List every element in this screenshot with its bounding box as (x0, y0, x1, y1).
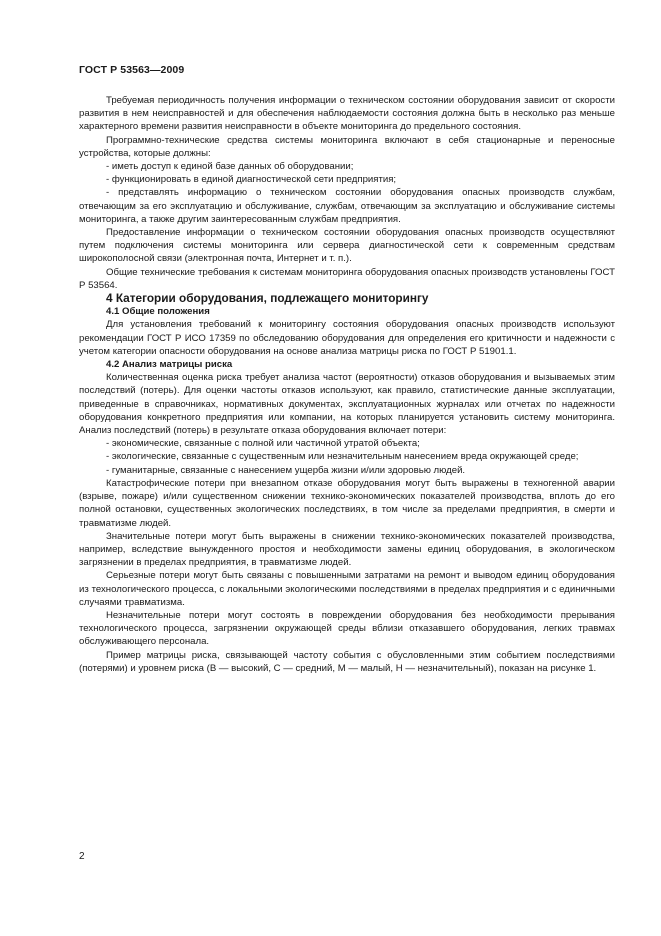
list-item: - экологические, связанные с существенным или незначительным нанесением вреда окружающей среде; (106, 451, 579, 463)
paragraph: Требуемая периодичность получения информации о техническом состоянии оборудования зависит от скорости развития в нем неисправностей и для обеспечения наблюдаемости состояния должна быть в несколько раз меньше характерного времени развития неисправности в объекте мониторинга до предельного состояния. (79, 95, 615, 133)
page-number: 2 (79, 851, 85, 862)
document-header: ГОСТ Р 53563—2009 (79, 64, 185, 76)
list-item: - представлять информацию о техническом состоянии оборудования опасных производств службам, отвечающим за его эксплуатацию и обслуживание, службам, отвечающим за эксплуатацию и обслуживание системы мониторинга, а также другим заинтересованным службам предприятия. (79, 187, 615, 225)
paragraph: Для установления требований к мониторингу состояния оборудования опасных производств используют рекомендации ГОСТ Р ИСО 17359 по обследованию оборудования для определения его критичности и надежности с учетом категории опасности оборудования на основе анализа матрицы риска по ГОСТ Р 51901.1. (79, 319, 615, 357)
paragraph: Катастрофические потери при внезапном отказе оборудования могут быть выражены в техногенной аварии (взрыве, пожаре) и/или существенном снижении технико-экономических показателей производства, вплоть до его полной остановки, существенных экологических последствиях, в том числе за пределами предприятия, в смерти и травматизме людей. (79, 477, 615, 529)
paragraph: Серьезные потери могут быть связаны с повышенными затратами на ремонт и выводом единиц оборудования из технологического процесса, с локальными экологическими последствиями в пределах предприятия и с единичными случаями травматизма. (79, 570, 615, 608)
section-title: 4 Категории оборудования, подлежащего мониторингу (106, 291, 429, 306)
paragraph: Предоставление информации о техническом состоянии оборудования опасных производств осуществляют путем подключения системы мониторинга или сервера диагностической сети к современным средствам широкополосной связи (электронная почта, Интернет и т. п.). (79, 227, 615, 265)
subsection-title: 4.2 Анализ матрицы риска (106, 359, 233, 371)
subsection-title: 4.1 Общие положения (106, 306, 210, 318)
paragraph: Общие технические требования к системам мониторинга оборудования опасных производств установлены ГОСТ Р 53564. (79, 266, 615, 291)
document-body (79, 94, 615, 675)
list-item: - гуманитарные, связанные с нанесением ущерба жизни и/или здоровью людей. (106, 464, 466, 476)
paragraph: Количественная оценка риска требует анализа частот (вероятности) отказов оборудования и вызываемых этим последствий (потерь). Для оценки частоты отказов используют, как правило, статистические данные эксплуатации, приведенные в справочниках, нормативных документах, эксплуатационных журналах или отчетах по надежности оборудования конкретного предприятия или компании, на которых планируется установить систему мониторинга. Анализ последствий (потерь) в результате отказа оборудования включает потери: (79, 372, 615, 437)
list-item: - функционировать в единой диагностической сети предприятия; (106, 174, 397, 186)
paragraph: Пример матрицы риска, связывающей частоту события с обусловленными этим событием последствиями (потерями) и уровнем риска (В — высокий, С — средний, М — малый, Н — незначительный), показан на рисунке 1. (79, 649, 615, 674)
list-item: - иметь доступ к единой базе данных об оборудовании; (106, 161, 354, 173)
paragraph: Программно-технические средства системы мониторинга включают в себя стационарные и переносные устройства, которые должны: (79, 134, 615, 159)
paragraph: Значительные потери могут быть выражены в снижении технико-экономических показателей производства, например, вследствие вынужденного простоя и необходимости замены единиц оборудования, в экологическом загрязнении в пределах предприятия, в травматизме людей. (79, 530, 615, 569)
list-item: - экономические, связанные с полной или частичной утратой объекта; (106, 438, 420, 450)
paragraph: Незначительные потери могут состоять в повреждении оборудования без необходимости прерывания технологического процесса, загрязнении окружающей среды вблизи отказавшего оборудования, легких травмах обслуживающего персонала. (79, 609, 615, 648)
